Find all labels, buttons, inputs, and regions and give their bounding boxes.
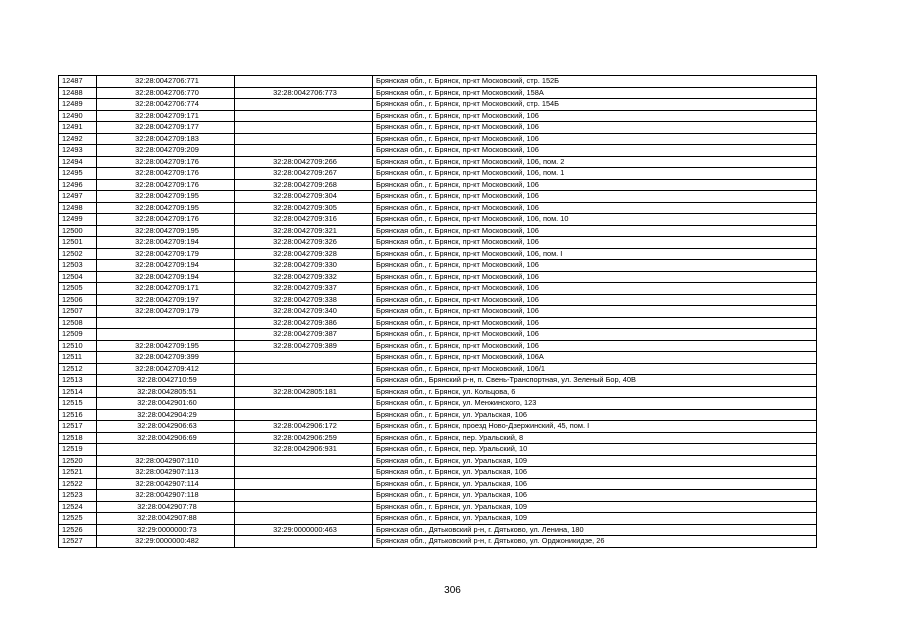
table-row bbox=[59, 156, 817, 168]
row-number-cell: 12498 bbox=[59, 202, 97, 214]
row-number-cell: 12520 bbox=[59, 455, 97, 467]
address-cell: Брянская обл., г. Брянск, пр-кт Московский, 106 bbox=[373, 294, 817, 306]
cadastral-number-cell: 32:28:0042709:194 bbox=[97, 237, 235, 249]
cadastral-number-cell: 32:28:0042706:770 bbox=[97, 87, 235, 99]
row-number-cell: 12500 bbox=[59, 225, 97, 237]
address-cell: Брянская обл., г. Брянск, пр-кт Московский, 106 bbox=[373, 179, 817, 191]
linked-cadastral-number-cell bbox=[235, 133, 373, 145]
cadastral-number-cell: 32:28:0042901:60 bbox=[97, 398, 235, 410]
cadastral-number-cell: 32:28:0042709:176 bbox=[97, 179, 235, 191]
linked-cadastral-number-cell bbox=[235, 490, 373, 502]
address-cell: Брянская обл., г. Брянск, пр-кт Московский, 106, пом. 2 bbox=[373, 156, 817, 168]
linked-cadastral-number-cell: 32:28:0042709:386 bbox=[235, 317, 373, 329]
table-row bbox=[59, 260, 817, 272]
table-row bbox=[59, 122, 817, 134]
table-row bbox=[59, 214, 817, 226]
row-number-cell: 12522 bbox=[59, 478, 97, 490]
cadastral-number-cell: 32:28:0042709:171 bbox=[97, 283, 235, 295]
cadastral-number-cell: 32:28:0042709:171 bbox=[97, 110, 235, 122]
cadastral-number-cell: 32:28:0042907:114 bbox=[97, 478, 235, 490]
table-row bbox=[59, 329, 817, 341]
row-number-cell: 12504 bbox=[59, 271, 97, 283]
row-number-cell: 12507 bbox=[59, 306, 97, 318]
cadastral-number-cell: 32:28:0042709:183 bbox=[97, 133, 235, 145]
cadastral-number-cell: 32:28:0042709:179 bbox=[97, 248, 235, 260]
address-cell: Брянская обл., г. Брянск, проезд Ново-Дзержинский, 45, пом. I bbox=[373, 421, 817, 433]
row-number-cell: 12492 bbox=[59, 133, 97, 145]
address-cell: Брянская обл., г. Брянск, пр-кт Московский, 106/1 bbox=[373, 363, 817, 375]
table-row bbox=[59, 237, 817, 249]
linked-cadastral-number-cell bbox=[235, 375, 373, 387]
cadastral-number-cell: 32:29:0000000:73 bbox=[97, 524, 235, 536]
row-number-cell: 12515 bbox=[59, 398, 97, 410]
linked-cadastral-number-cell: 32:28:0042709:340 bbox=[235, 306, 373, 318]
cadastral-number-cell: 32:28:0042709:176 bbox=[97, 156, 235, 168]
cadastral-number-cell bbox=[97, 329, 235, 341]
address-cell: Брянская обл., г. Брянск, ул. Уральская, 109 bbox=[373, 455, 817, 467]
address-cell: Брянская обл., г. Брянск, пр-кт Московский, 106 bbox=[373, 283, 817, 295]
linked-cadastral-number-cell: 32:28:0042709:326 bbox=[235, 237, 373, 249]
cadastral-number-cell: 32:28:0042907:110 bbox=[97, 455, 235, 467]
address-cell: Брянская обл., г. Брянск, ул. Уральская, 109 bbox=[373, 501, 817, 513]
row-number-cell: 12487 bbox=[59, 76, 97, 88]
row-number-cell: 12502 bbox=[59, 248, 97, 260]
address-cell: Брянская обл., г. Брянск, пр-кт Московский, 106, пом. 1 bbox=[373, 168, 817, 180]
cadastral-number-cell: 32:28:0042709:209 bbox=[97, 145, 235, 157]
linked-cadastral-number-cell: 32:28:0042709:321 bbox=[235, 225, 373, 237]
cadastral-number-cell: 32:28:0042907:113 bbox=[97, 467, 235, 479]
address-cell: Брянская обл., Брянский р-н, п. Свень-Транспортная, ул. Зеленый Бор, 40В bbox=[373, 375, 817, 387]
address-cell: Брянская обл., г. Брянск, пр-кт Московский, 158А bbox=[373, 87, 817, 99]
row-number-cell: 12514 bbox=[59, 386, 97, 398]
address-cell: Брянская обл., г. Брянск, пр-кт Московский, 106 bbox=[373, 110, 817, 122]
table-row bbox=[59, 398, 817, 410]
address-cell: Брянская обл., г. Брянск, пр-кт Московский, стр. 154Б bbox=[373, 99, 817, 111]
address-cell: Брянская обл., г. Брянск, пр-кт Московский, 106 bbox=[373, 191, 817, 203]
table-row bbox=[59, 467, 817, 479]
row-number-cell: 12512 bbox=[59, 363, 97, 375]
cadastral-number-cell: 32:28:0042907:118 bbox=[97, 490, 235, 502]
linked-cadastral-number-cell bbox=[235, 110, 373, 122]
cadastral-number-cell: 32:28:0042709:399 bbox=[97, 352, 235, 364]
row-number-cell: 12513 bbox=[59, 375, 97, 387]
linked-cadastral-number-cell bbox=[235, 363, 373, 375]
row-number-cell: 12488 bbox=[59, 87, 97, 99]
table-row bbox=[59, 99, 817, 111]
linked-cadastral-number-cell: 32:29:0000000:463 bbox=[235, 524, 373, 536]
table-row bbox=[59, 110, 817, 122]
address-cell: Брянская обл., г. Брянск, пр-кт Московский, 106 bbox=[373, 202, 817, 214]
linked-cadastral-number-cell: 32:28:0042709:316 bbox=[235, 214, 373, 226]
address-cell: Брянская обл., г. Брянск, пр-кт Московский, 106 bbox=[373, 122, 817, 134]
linked-cadastral-number-cell bbox=[235, 352, 373, 364]
address-cell: Брянская обл., г. Брянск, ул. Уральская, 106 bbox=[373, 467, 817, 479]
linked-cadastral-number-cell bbox=[235, 467, 373, 479]
linked-cadastral-number-cell bbox=[235, 501, 373, 513]
table-row bbox=[59, 524, 817, 536]
table-row bbox=[59, 409, 817, 421]
row-number-cell: 12501 bbox=[59, 237, 97, 249]
address-cell: Брянская обл., г. Брянск, ул. Уральская, 106 bbox=[373, 409, 817, 421]
cadastral-number-cell: 32:28:0042907:88 bbox=[97, 513, 235, 525]
address-cell: Брянская обл., г. Брянск, ул. Уральская, 106 bbox=[373, 478, 817, 490]
table-row bbox=[59, 294, 817, 306]
table-row bbox=[59, 168, 817, 180]
registry-table-body bbox=[59, 76, 817, 548]
address-cell: Брянская обл., г. Брянск, ул. Уральская, 109 bbox=[373, 513, 817, 525]
row-number-cell: 12516 bbox=[59, 409, 97, 421]
linked-cadastral-number-cell: 32:28:0042709:389 bbox=[235, 340, 373, 352]
cadastral-number-cell: 32:28:0042709:195 bbox=[97, 340, 235, 352]
cadastral-number-cell: 32:28:0042907:78 bbox=[97, 501, 235, 513]
linked-cadastral-number-cell: 32:28:0042709:268 bbox=[235, 179, 373, 191]
table-row bbox=[59, 202, 817, 214]
linked-cadastral-number-cell: 32:28:0042906:172 bbox=[235, 421, 373, 433]
address-cell: Брянская обл., г. Брянск, пр-кт Московский, 106 bbox=[373, 260, 817, 272]
row-number-cell: 12497 bbox=[59, 191, 97, 203]
cadastral-number-cell: 32:28:0042709:194 bbox=[97, 260, 235, 272]
address-cell: Брянская обл., г. Брянск, ул. Уральская, 106 bbox=[373, 490, 817, 502]
address-cell: Брянская обл., г. Брянск, пр-кт Московский, 106 bbox=[373, 271, 817, 283]
table-row bbox=[59, 191, 817, 203]
row-number-cell: 12527 bbox=[59, 536, 97, 548]
table-row bbox=[59, 248, 817, 260]
cadastral-number-cell: 32:28:0042706:771 bbox=[97, 76, 235, 88]
row-number-cell: 12510 bbox=[59, 340, 97, 352]
table-row bbox=[59, 352, 817, 364]
linked-cadastral-number-cell bbox=[235, 145, 373, 157]
address-cell: Брянская обл., Дятьковский р-н, г. Дятьково, ул. Ленина, 180 bbox=[373, 524, 817, 536]
row-number-cell: 12506 bbox=[59, 294, 97, 306]
table-row bbox=[59, 283, 817, 295]
cadastral-number-cell: 32:28:0042709:195 bbox=[97, 225, 235, 237]
table-row bbox=[59, 179, 817, 191]
linked-cadastral-number-cell bbox=[235, 122, 373, 134]
table-row bbox=[59, 432, 817, 444]
cadastral-number-cell: 32:28:0042709:179 bbox=[97, 306, 235, 318]
address-cell: Брянская обл., г. Брянск, ул. Кольцова, 6 bbox=[373, 386, 817, 398]
address-cell: Брянская обл., г. Брянск, ул. Менжинского, 123 bbox=[373, 398, 817, 410]
row-number-cell: 12521 bbox=[59, 467, 97, 479]
table-row bbox=[59, 76, 817, 88]
cadastral-number-cell: 32:28:0042706:774 bbox=[97, 99, 235, 111]
cadastral-number-cell bbox=[97, 444, 235, 456]
table-row bbox=[59, 386, 817, 398]
cadastral-number-cell: 32:28:0042906:69 bbox=[97, 432, 235, 444]
table-row bbox=[59, 363, 817, 375]
cadastral-number-cell: 32:28:0042710:59 bbox=[97, 375, 235, 387]
address-cell: Брянская обл., г. Брянск, пр-кт Московский, стр. 152Б bbox=[373, 76, 817, 88]
linked-cadastral-number-cell: 32:28:0042709:328 bbox=[235, 248, 373, 260]
linked-cadastral-number-cell: 32:28:0042709:337 bbox=[235, 283, 373, 295]
linked-cadastral-number-cell bbox=[235, 76, 373, 88]
linked-cadastral-number-cell: 32:28:0042709:338 bbox=[235, 294, 373, 306]
linked-cadastral-number-cell bbox=[235, 536, 373, 548]
address-cell: Брянская обл., г. Брянск, пр-кт Московский, 106, пом. 10 bbox=[373, 214, 817, 226]
row-number-cell: 12505 bbox=[59, 283, 97, 295]
cadastral-number-cell: 32:28:0042709:412 bbox=[97, 363, 235, 375]
cadastral-number-cell: 32:29:0000000:482 bbox=[97, 536, 235, 548]
registry-table bbox=[58, 75, 817, 548]
table-row bbox=[59, 87, 817, 99]
page-number: 306 bbox=[444, 585, 461, 596]
address-cell: Брянская обл., г. Брянск, пр-кт Московский, 106 bbox=[373, 340, 817, 352]
address-cell: Брянская обл., г. Брянск, пер. Уральский, 8 bbox=[373, 432, 817, 444]
cadastral-number-cell: 32:28:0042805:51 bbox=[97, 386, 235, 398]
linked-cadastral-number-cell: 32:28:0042709:387 bbox=[235, 329, 373, 341]
row-number-cell: 12508 bbox=[59, 317, 97, 329]
row-number-cell: 12503 bbox=[59, 260, 97, 272]
row-number-cell: 12525 bbox=[59, 513, 97, 525]
linked-cadastral-number-cell: 32:28:0042709:266 bbox=[235, 156, 373, 168]
table-row bbox=[59, 490, 817, 502]
cadastral-number-cell: 32:28:0042709:197 bbox=[97, 294, 235, 306]
table-row bbox=[59, 455, 817, 467]
cadastral-number-cell: 32:28:0042709:176 bbox=[97, 168, 235, 180]
linked-cadastral-number-cell: 32:28:0042709:304 bbox=[235, 191, 373, 203]
table-row bbox=[59, 513, 817, 525]
table-row bbox=[59, 375, 817, 387]
address-cell: Брянская обл., г. Брянск, пр-кт Московский, 106, пом. I bbox=[373, 248, 817, 260]
row-number-cell: 12524 bbox=[59, 501, 97, 513]
linked-cadastral-number-cell: 32:28:0042709:330 bbox=[235, 260, 373, 272]
address-cell: Брянская обл., г. Брянск, пр-кт Московский, 106 bbox=[373, 329, 817, 341]
row-number-cell: 12523 bbox=[59, 490, 97, 502]
linked-cadastral-number-cell: 32:28:0042906:259 bbox=[235, 432, 373, 444]
linked-cadastral-number-cell: 32:28:0042805:181 bbox=[235, 386, 373, 398]
address-cell: Брянская обл., г. Брянск, пр-кт Московский, 106 bbox=[373, 317, 817, 329]
linked-cadastral-number-cell bbox=[235, 409, 373, 421]
row-number-cell: 12517 bbox=[59, 421, 97, 433]
table-row bbox=[59, 133, 817, 145]
row-number-cell: 12494 bbox=[59, 156, 97, 168]
table-row bbox=[59, 478, 817, 490]
address-cell: Брянская обл., г. Брянск, пр-кт Московский, 106 bbox=[373, 133, 817, 145]
row-number-cell: 12499 bbox=[59, 214, 97, 226]
cadastral-number-cell: 32:28:0042709:195 bbox=[97, 202, 235, 214]
cadastral-number-cell: 32:28:0042906:63 bbox=[97, 421, 235, 433]
linked-cadastral-number-cell bbox=[235, 455, 373, 467]
table-row bbox=[59, 225, 817, 237]
address-cell: Брянская обл., г. Брянск, пер. Уральский, 10 bbox=[373, 444, 817, 456]
linked-cadastral-number-cell: 32:28:0042709:305 bbox=[235, 202, 373, 214]
row-number-cell: 12511 bbox=[59, 352, 97, 364]
table-row bbox=[59, 536, 817, 548]
linked-cadastral-number-cell: 32:28:0042906:931 bbox=[235, 444, 373, 456]
linked-cadastral-number-cell bbox=[235, 398, 373, 410]
address-cell: Брянская обл., г. Брянск, пр-кт Московский, 106 bbox=[373, 145, 817, 157]
address-cell: Брянская обл., г. Брянск, пр-кт Московский, 106 bbox=[373, 237, 817, 249]
row-number-cell: 12496 bbox=[59, 179, 97, 191]
address-cell: Брянская обл., г. Брянск, пр-кт Московский, 106 bbox=[373, 225, 817, 237]
row-number-cell: 12489 bbox=[59, 99, 97, 111]
cadastral-number-cell: 32:28:0042709:195 bbox=[97, 191, 235, 203]
table-row bbox=[59, 317, 817, 329]
linked-cadastral-number-cell: 32:28:0042709:332 bbox=[235, 271, 373, 283]
table-row bbox=[59, 501, 817, 513]
address-cell: Брянская обл., Дятьковский р-н, г. Дятьково, ул. Орджоникидзе, 26 bbox=[373, 536, 817, 548]
cadastral-number-cell: 32:28:0042709:177 bbox=[97, 122, 235, 134]
linked-cadastral-number-cell bbox=[235, 513, 373, 525]
table-row bbox=[59, 444, 817, 456]
linked-cadastral-number-cell bbox=[235, 478, 373, 490]
cadastral-number-cell: 32:28:0042709:194 bbox=[97, 271, 235, 283]
cadastral-number-cell: 32:28:0042904:29 bbox=[97, 409, 235, 421]
table-row bbox=[59, 306, 817, 318]
table-row bbox=[59, 271, 817, 283]
linked-cadastral-number-cell bbox=[235, 99, 373, 111]
table-row bbox=[59, 421, 817, 433]
linked-cadastral-number-cell: 32:28:0042706:773 bbox=[235, 87, 373, 99]
linked-cadastral-number-cell: 32:28:0042709:267 bbox=[235, 168, 373, 180]
address-cell: Брянская обл., г. Брянск, пр-кт Московский, 106 bbox=[373, 306, 817, 318]
row-number-cell: 12518 bbox=[59, 432, 97, 444]
cadastral-number-cell: 32:28:0042709:176 bbox=[97, 214, 235, 226]
row-number-cell: 12509 bbox=[59, 329, 97, 341]
row-number-cell: 12495 bbox=[59, 168, 97, 180]
row-number-cell: 12526 bbox=[59, 524, 97, 536]
address-cell: Брянская обл., г. Брянск, пр-кт Московский, 106А bbox=[373, 352, 817, 364]
row-number-cell: 12491 bbox=[59, 122, 97, 134]
row-number-cell: 12519 bbox=[59, 444, 97, 456]
row-number-cell: 12490 bbox=[59, 110, 97, 122]
row-number-cell: 12493 bbox=[59, 145, 97, 157]
table-row bbox=[59, 145, 817, 157]
cadastral-number-cell bbox=[97, 317, 235, 329]
table-row bbox=[59, 340, 817, 352]
